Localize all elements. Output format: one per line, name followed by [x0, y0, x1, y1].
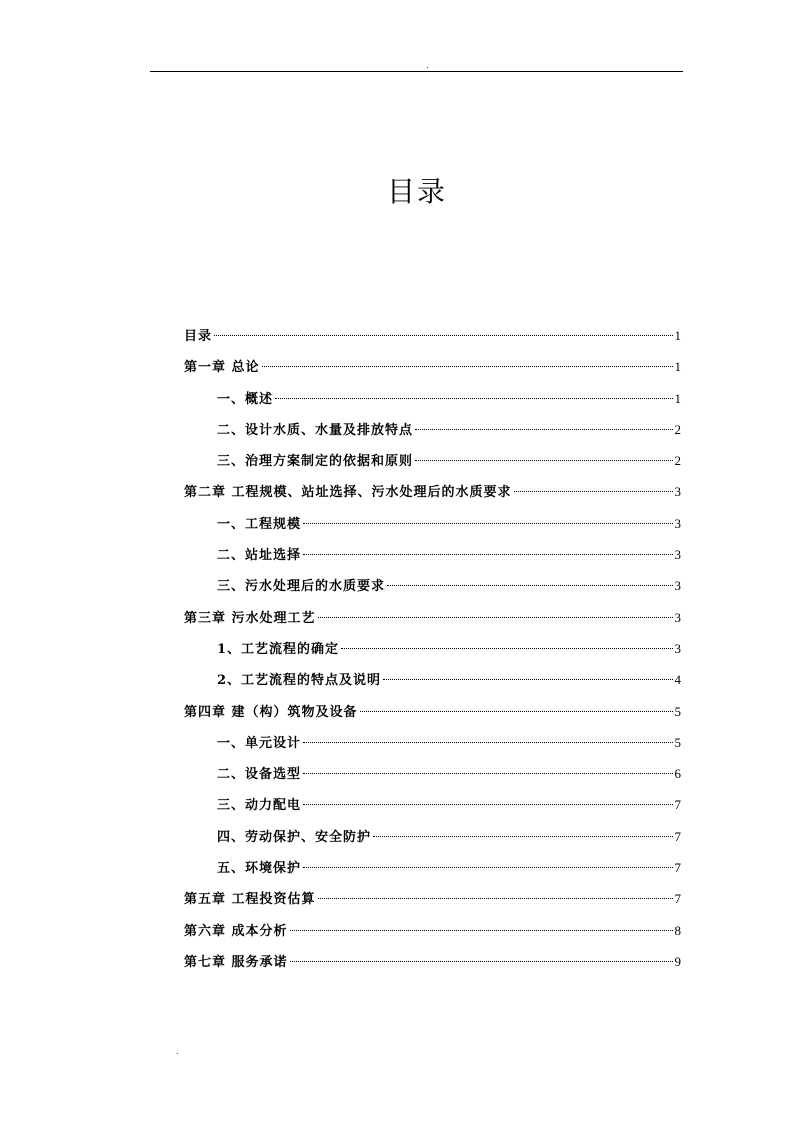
- toc-entry-page-number: 3: [674, 515, 681, 531]
- toc-entry[interactable]: [184, 602, 681, 633]
- toc-entry-label: 一、概述: [217, 391, 274, 407]
- toc-dot-leader: [303, 554, 672, 555]
- toc-entry[interactable]: [184, 476, 681, 507]
- toc-dot-leader: [318, 898, 673, 899]
- toc-dot-leader: [373, 836, 672, 837]
- toc-entry[interactable]: [184, 445, 681, 476]
- toc-entry-page-number: 1: [674, 359, 681, 375]
- toc-entry-page-number: 3: [674, 578, 681, 594]
- toc-entry-page-number: 1: [674, 328, 681, 343]
- toc-entry[interactable]: [184, 539, 681, 570]
- toc-entry[interactable]: [184, 351, 681, 382]
- toc-entry[interactable]: [184, 946, 681, 977]
- toc-dot-leader: [341, 648, 672, 649]
- toc-entry[interactable]: [184, 915, 681, 946]
- header-rule: [150, 71, 683, 72]
- toc-dot-leader: [383, 679, 672, 680]
- toc-entry-label: 二、站址选择: [217, 548, 302, 564]
- toc-dot-leader: [290, 961, 673, 962]
- toc-entry-label: 二、设备选型: [217, 767, 302, 783]
- toc-dot-leader: [303, 804, 672, 805]
- toc-dot-leader: [275, 398, 672, 399]
- toc-entry-label: 第一章 总论: [184, 360, 260, 376]
- table-of-contents: [184, 320, 681, 977]
- toc-entry-label: 第二章 工程规模、站址选择、污水处理后的水质要求: [184, 485, 512, 501]
- toc-entry-label: 目录: [184, 329, 213, 344]
- toc-dot-leader: [303, 867, 672, 868]
- toc-entry-page-number: 5: [674, 734, 681, 750]
- toc-entry-page-number: 3: [674, 547, 681, 563]
- toc-entry[interactable]: [184, 727, 681, 758]
- toc-entry[interactable]: [184, 789, 681, 820]
- toc-entry-label: 2、工艺流程的特点及说明: [217, 673, 382, 689]
- toc-dot-leader: [514, 491, 673, 492]
- toc-entry-label: 三、污水处理后的水质要求: [217, 579, 386, 595]
- toc-entry-label: 第三章 污水处理工艺: [184, 610, 316, 626]
- toc-dot-leader: [290, 930, 673, 931]
- toc-entry-label: 二、设计水质、水量及排放特点: [217, 422, 414, 438]
- toc-entry[interactable]: [184, 414, 681, 445]
- toc-dot-leader: [303, 773, 672, 774]
- footer-mark: .: [176, 1047, 179, 1056]
- toc-dot-leader: [303, 523, 672, 524]
- toc-entry-page-number: 3: [674, 609, 681, 625]
- toc-entry-label: 四、劳动保护、安全防护: [217, 829, 372, 845]
- toc-entry-label: 1、工艺流程的确定: [217, 641, 340, 657]
- toc-entry-page-number: 2: [674, 421, 681, 437]
- toc-entry-page-number: 3: [674, 484, 681, 500]
- toc-entry-label: 三、治理方案制定的依据和原则: [217, 454, 414, 470]
- toc-entry-label: 三、动力配电: [217, 798, 302, 814]
- toc-entry-label: 第五章 工程投资估算: [184, 892, 316, 908]
- toc-entry-page-number: 3: [674, 640, 681, 656]
- page-title: 目录: [386, 174, 447, 208]
- toc-entry-label: 五、环境保护: [217, 861, 302, 877]
- toc-entry-page-number: 7: [674, 797, 681, 813]
- toc-dot-leader: [303, 742, 672, 743]
- toc-entry-label: 第四章 建（构）筑物及设备: [184, 704, 358, 720]
- toc-entry[interactable]: [184, 883, 681, 914]
- toc-dot-leader: [360, 711, 673, 712]
- toc-entry-label: 一、单元设计: [217, 735, 302, 751]
- toc-dot-leader: [214, 335, 672, 336]
- toc-entry[interactable]: [184, 696, 681, 727]
- toc-entry-page-number: 1: [674, 390, 681, 406]
- toc-entry-page-number: 6: [674, 766, 681, 782]
- toc-entry[interactable]: [184, 758, 681, 789]
- toc-entry-page-number: 9: [674, 953, 681, 969]
- toc-entry[interactable]: [184, 508, 681, 539]
- toc-entry[interactable]: [184, 664, 681, 695]
- toc-entry-label: 第六章 成本分析: [184, 923, 288, 939]
- toc-entry[interactable]: [184, 570, 681, 601]
- toc-entry-label: 第七章 服务承诺: [184, 954, 288, 970]
- toc-entry[interactable]: [184, 320, 681, 351]
- toc-entry-page-number: 5: [674, 703, 681, 719]
- toc-entry-label: 一、工程规模: [217, 516, 302, 532]
- header-mark: .: [426, 61, 429, 70]
- toc-entry-page-number: 8: [674, 922, 681, 938]
- toc-entry[interactable]: [184, 852, 681, 883]
- toc-entry[interactable]: [184, 821, 681, 852]
- toc-dot-leader: [262, 366, 673, 367]
- toc-entry-page-number: 7: [674, 828, 681, 844]
- toc-dot-leader: [387, 585, 672, 586]
- toc-entry[interactable]: [184, 633, 681, 664]
- toc-dot-leader: [415, 429, 672, 430]
- toc-entry-page-number: 7: [674, 891, 681, 907]
- toc-entry-page-number: 2: [674, 453, 681, 469]
- toc-dot-leader: [415, 460, 672, 461]
- toc-entry-page-number: 7: [674, 860, 681, 876]
- toc-dot-leader: [318, 617, 673, 618]
- toc-entry[interactable]: [184, 383, 681, 414]
- toc-entry-page-number: 4: [674, 672, 681, 688]
